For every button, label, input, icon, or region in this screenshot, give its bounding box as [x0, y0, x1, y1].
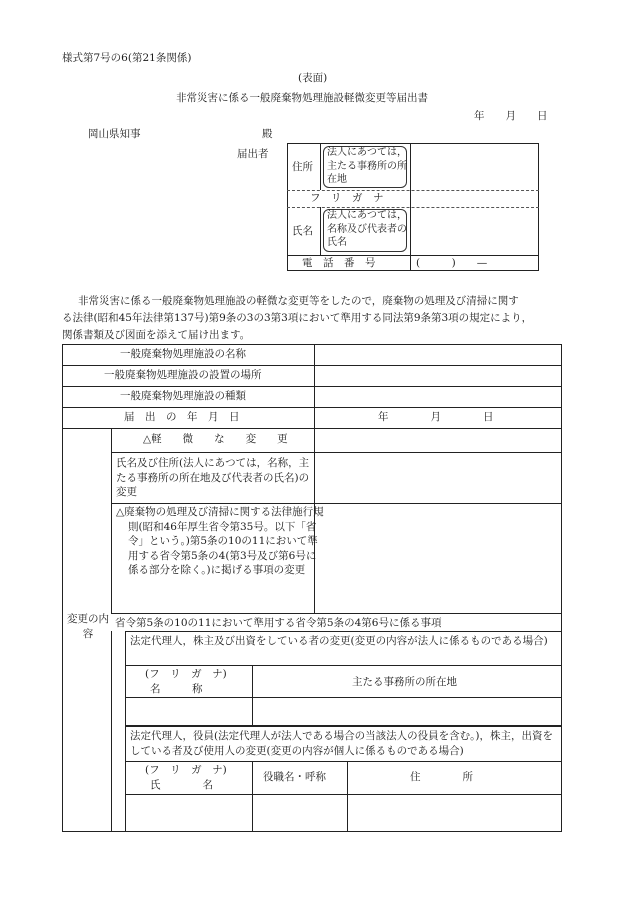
address-label: 住所 [292, 161, 313, 173]
report-date-input[interactable]: 年 月 日 [378, 411, 494, 423]
furigana-name-label: (フ リ ガ ナ) [145, 668, 227, 680]
row-line [125, 665, 562, 666]
honorific: 殿 [262, 128, 273, 140]
position-input[interactable] [252, 794, 347, 832]
page-title: 非常災害に係る一般廃棄物処理施設軽微変更等届出書 [176, 92, 428, 104]
addressee: 岡山県知事 [88, 128, 141, 140]
furigana-person-label: (フ リ ガ ナ) [145, 764, 227, 776]
name-label: 氏名 [292, 225, 313, 237]
minor-change-label: △軽 微 な 変 更 [143, 433, 288, 445]
main-office-label: 主たる事務所の所在地 [352, 676, 457, 688]
name-note: 法人にあつては，名称及び代表者の氏名 [327, 210, 407, 248]
facility-location-label: 一般廃棄物処理施設の設置の場所 [104, 369, 262, 381]
row-line [111, 613, 562, 614]
name-address-change-input[interactable] [314, 452, 562, 503]
corp-name-label: 名 称 [150, 683, 203, 695]
rule-change-label: △廃棄物の処理及び清掃に関する法律施行規則(昭和46年厚生省令第35号。以下「省令」という。)第5条の10の11において準用する省令第5条の4(第3号及び第6号に係る部分を除く。)に掲げる事項の変更 [116, 506, 324, 576]
notifier-addr-divider [320, 143, 321, 190]
person-address-input[interactable] [347, 794, 562, 832]
facility-type-input[interactable] [314, 386, 562, 407]
date-field[interactable]: 年 月 日 [474, 110, 548, 122]
position-label: 役職名・呼称 [263, 771, 326, 783]
name-input[interactable] [410, 207, 539, 255]
body-line-2: る法律(昭和45年法律第137号)第9条の3の3第3項において準用する同法第9条第3項の規定により， [62, 312, 533, 324]
furigana-input[interactable] [410, 190, 539, 207]
change-col-divider-upper [111, 428, 112, 613]
person-address-label: 住 所 [410, 771, 473, 783]
name-address-change-label: 氏名及び住所(法人にあつては，名称，主たる事務所の所在地及び代表者の氏名)の変更 [116, 457, 310, 498]
phone-top-line [287, 255, 539, 256]
report-date-label: 届 出 の 年 月 日 [124, 411, 240, 423]
form-side: (表面) [298, 72, 328, 84]
phone-label: 電 話 番 号 [302, 257, 376, 269]
notifier-label: 届出者 [237, 148, 269, 160]
facility-name-input[interactable] [314, 344, 562, 365]
legal-rep-individual-label: 法定代理人，役員(法定代理人が法人である場合の当該法人の役員を含む。)，株主，出資をしている者及び使用人の変更(変更の内容が個人に係るものである場合) [130, 730, 553, 757]
corp-name-input[interactable] [125, 697, 252, 726]
address-input[interactable] [410, 143, 539, 190]
facility-location-input[interactable] [314, 365, 562, 386]
change-col-divider-lower [111, 631, 112, 832]
person-name-label: 氏 名 [150, 779, 213, 791]
legal-rep-corporate-label: 法定代理人，株主及び出資をしている者の変更(変更の内容が法人に係るものである場合) [130, 635, 548, 647]
article6-matters-label: 省令第5条の10の11において準用する省令第5条の4第6号に係る事項 [115, 617, 442, 629]
row-line [125, 761, 562, 762]
phone-input[interactable]: ( ) — [416, 257, 488, 269]
address-note: 法人にあつては，主たる事務所の所在地 [327, 147, 407, 185]
body-line-3: 関係書類及び図面を添えて届け出ます。 [62, 329, 251, 341]
row-line [62, 407, 562, 408]
rule-change-input[interactable] [314, 503, 562, 613]
form-number: 様式第7号の6(第21条関係) [62, 52, 192, 64]
facility-name-label: 一般廃棄物処理施設の名称 [120, 348, 246, 360]
change-content-label: 変更の内 容 [67, 613, 120, 640]
main-office-input[interactable] [252, 697, 562, 726]
notifier-name-divider [320, 207, 321, 255]
minor-change-input[interactable] [314, 428, 562, 452]
body-line-1: 非常災害に係る一般廃棄物処理施設の軽微な変更等をしたので，廃棄物の処理及び清掃に関す [78, 295, 519, 307]
furigana-label: フ リ ガ ナ [310, 192, 384, 204]
person-name-input[interactable] [125, 794, 252, 832]
facility-type-label: 一般廃棄物処理施設の種類 [120, 390, 246, 402]
